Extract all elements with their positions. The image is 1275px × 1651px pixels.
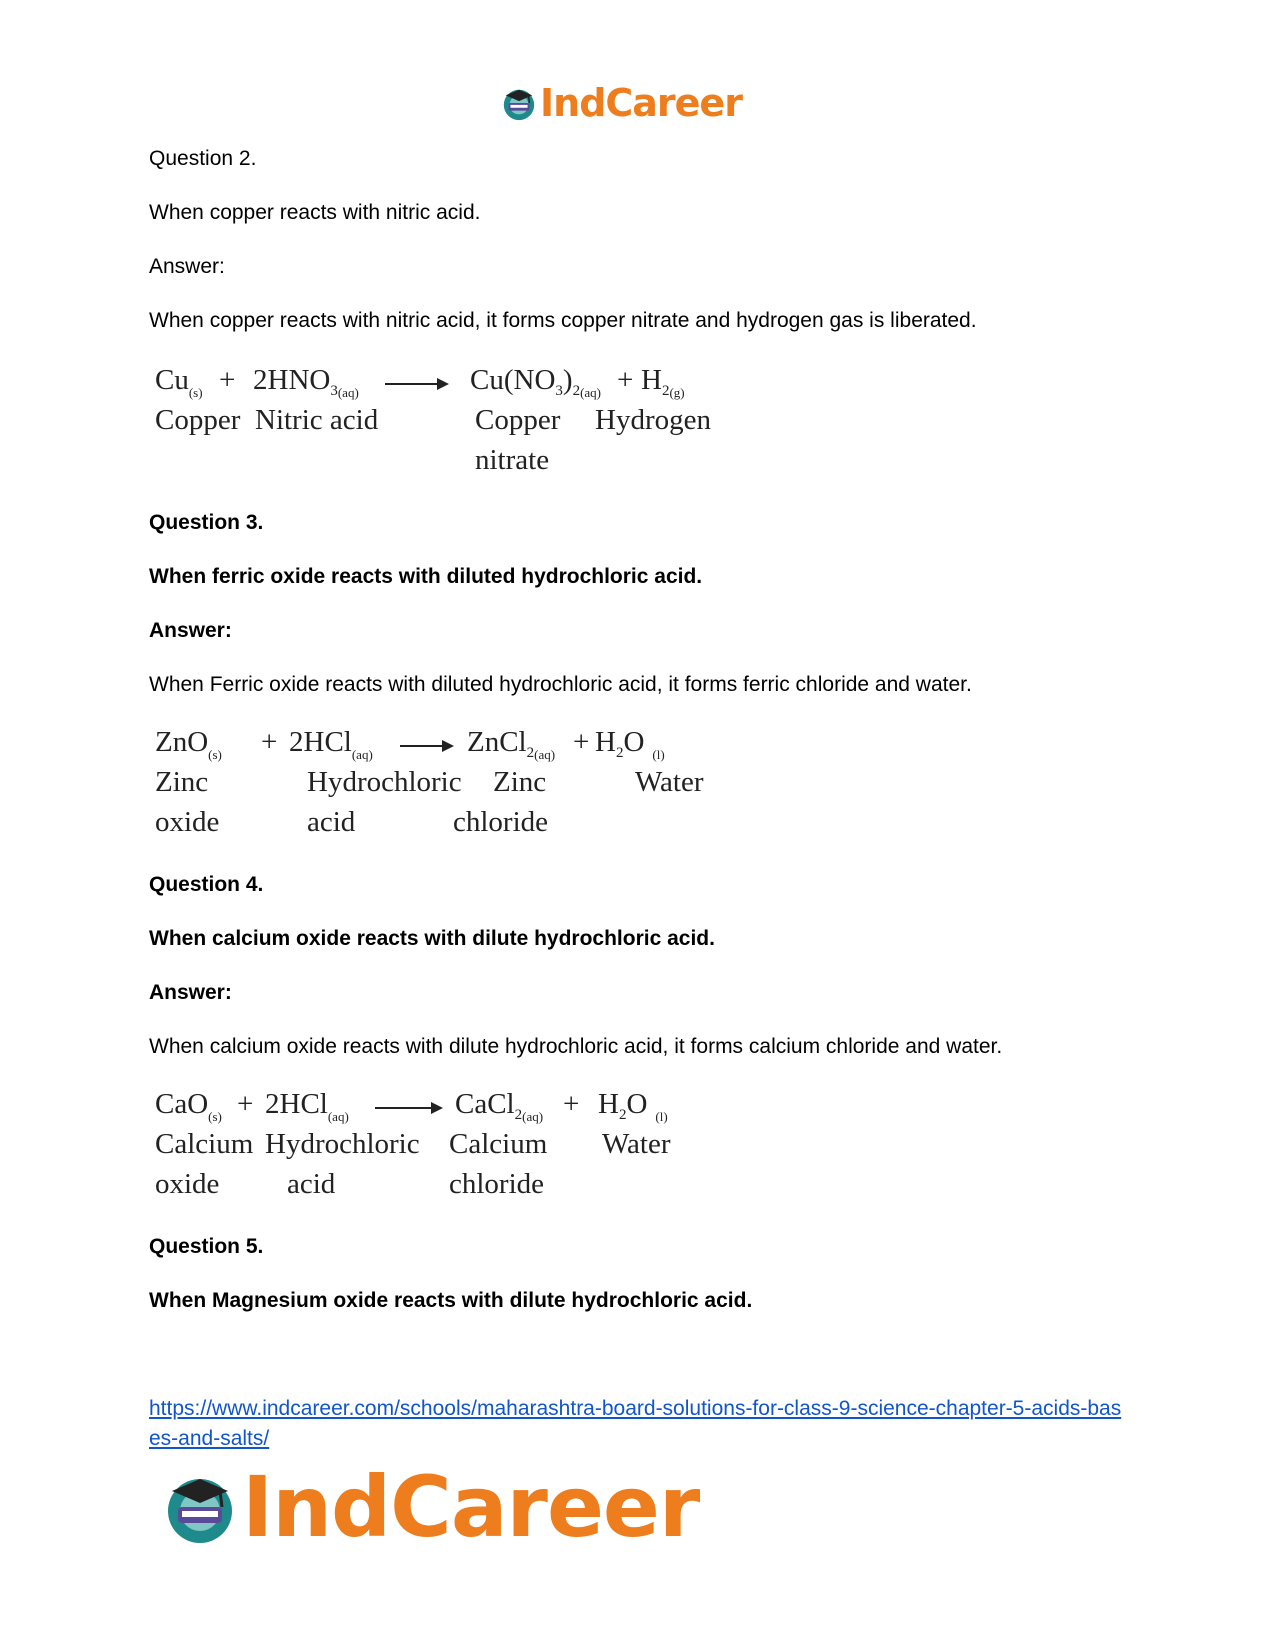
eq-name: Zinc: [493, 766, 547, 798]
eq-name: Calcium: [155, 1128, 254, 1160]
answer-4-text: When calcium oxide reacts with dilute hydrochloric acid, it forms calcium chloride and water.: [149, 1035, 1003, 1058]
eq-name: chloride: [449, 1168, 545, 1200]
eq-name: Hydrochloric: [307, 766, 462, 798]
graduation-globe-icon: [500, 84, 538, 122]
eq-product-1: $Cu(NO_3)_{2(aq)}$: [470, 364, 601, 400]
answer-4-label: Answer:: [149, 981, 232, 1004]
logo-wordmark: IndCareer: [242, 1458, 700, 1556]
answer-2-text: When copper reacts with nitric acid, it forms copper nitrate and hydrogen gas is liberated.: [149, 309, 977, 332]
eq-name: Zinc: [155, 766, 209, 798]
eq-name: Water: [635, 766, 704, 798]
question-5-text: When Magnesium oxide reacts with dilute hydrochloric acid.: [149, 1289, 753, 1312]
eq-product-2: $H_2O$ $_{(l)}$: [595, 726, 665, 762]
question-4-text: When calcium oxide reacts with dilute hydrochloric acid.: [149, 927, 715, 950]
eq-plus: +: [219, 364, 236, 396]
eq-reactant-1: ZnO$_{(s)}$: [155, 726, 222, 762]
eq-name: oxide: [155, 806, 220, 838]
eq-product-2: $H_{2(g)}$: [641, 364, 685, 400]
question-5-label: Question 5.: [149, 1235, 264, 1258]
eq-plus: +: [261, 726, 278, 758]
reaction-arrow: [400, 745, 452, 747]
logo-wordmark: IndCareer: [540, 81, 742, 125]
footer-logo: [160, 1458, 700, 1556]
question-3-text: When ferric oxide reacts with diluted hydrochloric acid.: [149, 565, 703, 588]
eq-plus: +: [573, 726, 590, 758]
reaction-arrow: [375, 1107, 441, 1109]
graduation-globe-icon: [160, 1467, 240, 1547]
eq-reactant-1: CaO$_{(s)}$: [155, 1088, 222, 1124]
header-logo: [500, 80, 742, 126]
reaction-arrow: [385, 383, 447, 385]
eq-name: Hydrochloric: [265, 1128, 420, 1160]
eq-product-1: CaCl$_{2(aq)}$: [455, 1088, 544, 1124]
eq-name: nitrate: [475, 444, 550, 476]
eq-reactant-2: $2HNO_{3(aq)}$: [253, 364, 359, 400]
eq-name: Hydrogen: [595, 404, 711, 436]
answer-3-label: Answer:: [149, 619, 232, 642]
eq-plus: +: [237, 1088, 254, 1120]
eq-reactant-2: 2HCl$_{(aq)}$: [289, 726, 373, 762]
eq-reactant-1: $Cu_{(s)}$: [155, 364, 203, 400]
eq-name: Copper: [155, 404, 241, 436]
source-link[interactable]: https://www.indcareer.com/schools/maharashtra-board-solutions-for-class-9-science-chapter-5-acids-bases-and-salts/: [149, 1397, 1122, 1450]
eq-plus: +: [563, 1088, 580, 1120]
eq-name: acid: [287, 1168, 336, 1200]
eq-name: chloride: [453, 806, 549, 838]
eq-product-1: ZnCl$_{2(aq)}$: [467, 726, 556, 762]
answer-3-text: When Ferric oxide reacts with diluted hydrochloric acid, it forms ferric chloride and water.: [149, 673, 972, 696]
eq-reactant-2: 2HCl$_{(aq)}$: [265, 1088, 349, 1124]
answer-2-label: Answer:: [149, 255, 225, 278]
eq-name: Nitric acid: [255, 404, 379, 436]
question-3-label: Question 3.: [149, 511, 264, 534]
question-2-label: Question 2.: [149, 147, 257, 170]
eq-name: Water: [602, 1128, 671, 1160]
eq-name: Copper: [475, 404, 561, 436]
question-2-text: When copper reacts with nitric acid.: [149, 201, 481, 224]
eq-name: Calcium: [449, 1128, 548, 1160]
eq-product-2: $H_2O$ $_{(l)}$: [598, 1088, 668, 1124]
eq-name: acid: [307, 806, 356, 838]
question-4-label: Question 4.: [149, 873, 264, 896]
eq-plus: +: [617, 364, 634, 396]
eq-name: oxide: [155, 1168, 220, 1200]
